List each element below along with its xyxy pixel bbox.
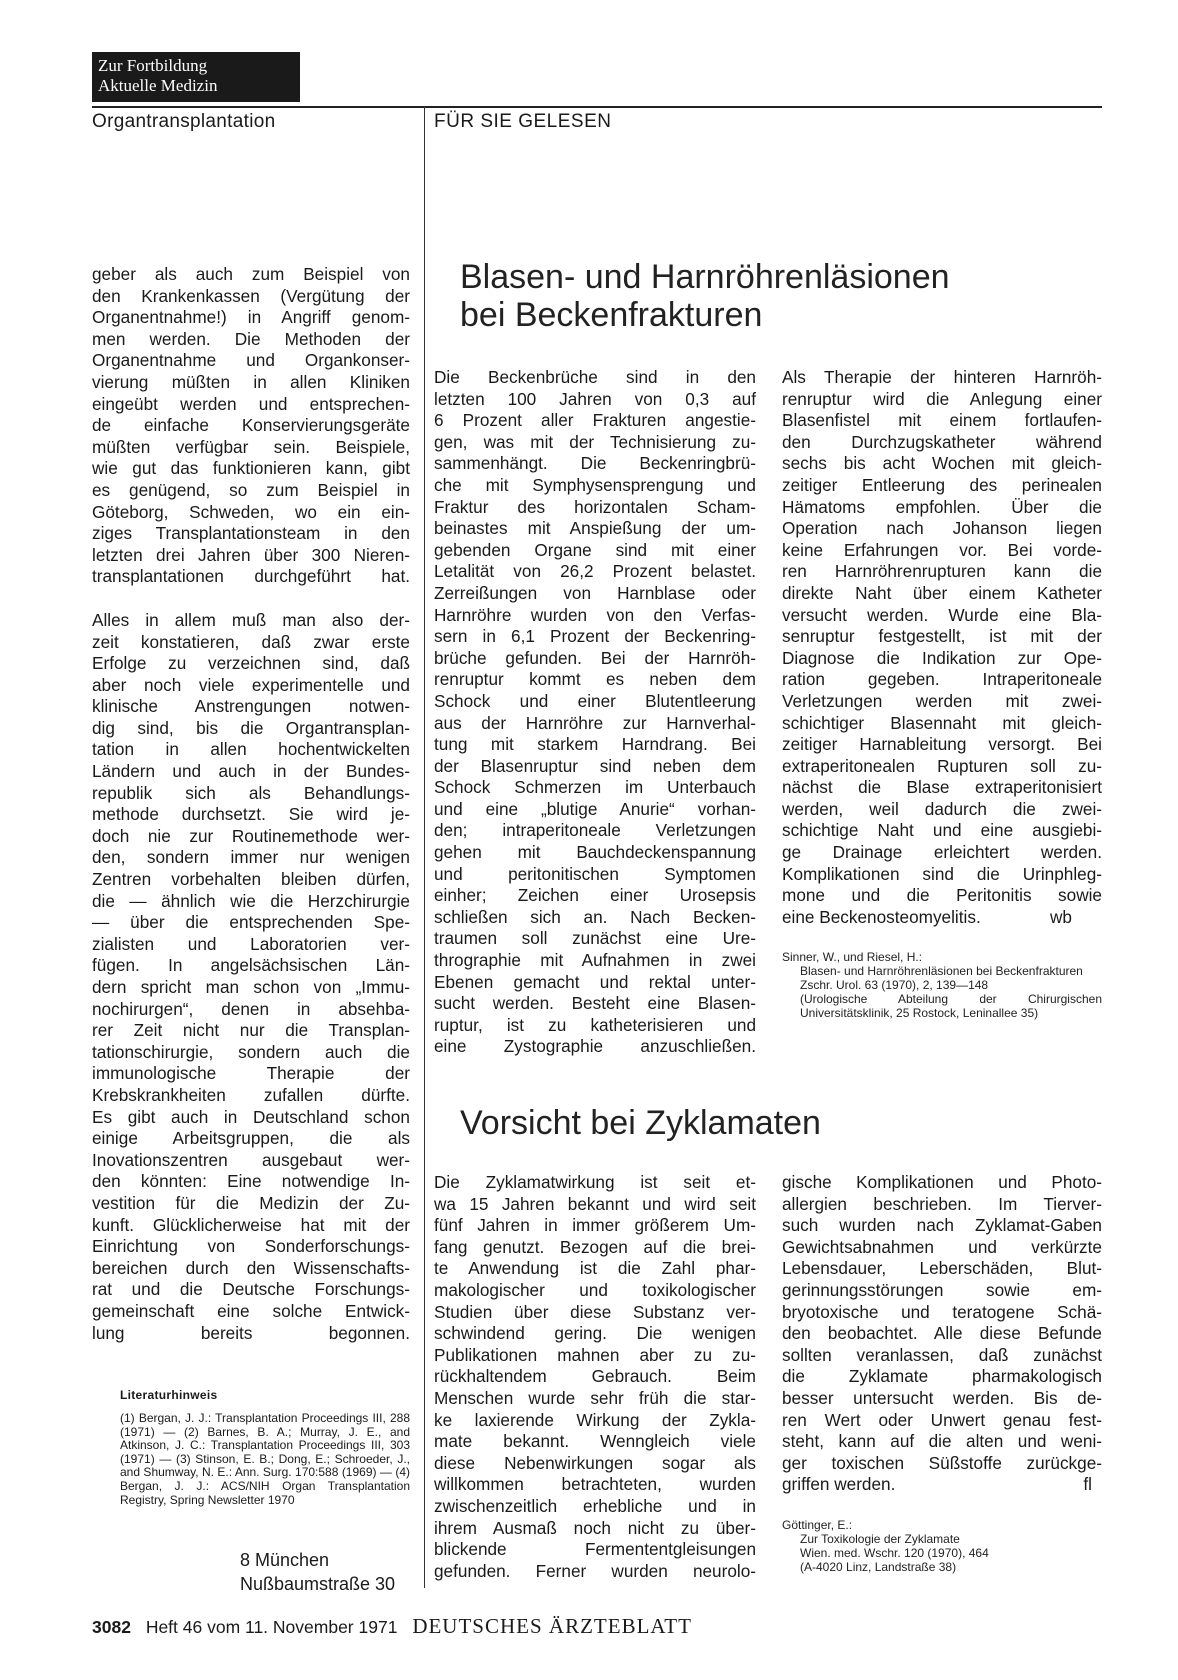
text-line: und peritonitischen Symptomen: [434, 863, 756, 884]
text-line: doch nie zur Routinemethode wer-: [92, 825, 410, 846]
text-line: steht, kann auf die alten und weni-: [782, 1431, 1102, 1452]
text-line: Komplikationen sind die Urinphleg-: [782, 863, 1102, 884]
page-number: 3082: [92, 1617, 131, 1637]
text-line: gerinnungsstörungen sowie em-: [782, 1279, 1102, 1300]
article2-reference: [782, 1518, 1102, 1574]
text-line: einher; Zeichen einer Urosepsis: [434, 885, 756, 906]
text-line: zeit konstatieren, daß zwar erste: [92, 631, 410, 652]
article1-last-line: [782, 907, 1102, 929]
text-line: kunft. Glücklicherweise hat mit der: [92, 1214, 410, 1235]
text-line: schichtige Naht und eine ausgiebi-: [782, 820, 1102, 841]
text-line: ke laxierende Wirkung der Zykla-: [434, 1409, 756, 1430]
article2-body-2: [782, 1172, 1102, 1474]
text-line: such wurden nach Zyklamat-Gaben: [782, 1215, 1102, 1236]
journal-name: DEUTSCHES ÄRZTEBLATT: [412, 1614, 692, 1638]
text-line: tung mit starkem Harndrang. Bei: [434, 734, 756, 755]
text-line: ge Drainage erleichtert werden.: [782, 842, 1102, 863]
text-line: bereichen durch den Wissenschafts-: [92, 1257, 410, 1278]
text-line: fügen. In angelsächsischen Län-: [92, 955, 410, 976]
article1-ref-address: (Urologische Abteilung der Chirurgischen Universitätsklinik, 25 Rostock, Leninallee 35): [800, 992, 1102, 1021]
text-line: Göteborg, Schweden, wo ein ein-: [92, 501, 410, 522]
text-line: ren Harnröhrenrupturen kann die: [782, 561, 1102, 582]
text-line: den, sondern immer nur wenigen: [92, 847, 410, 868]
text-line: Hämatoms empfohlen. Über die: [782, 496, 1102, 517]
text-line: ren Wert oder Unwert genau fest-: [782, 1409, 1102, 1430]
address-line-2: Nußbaumstraße 30: [240, 1574, 396, 1594]
text-line: schwindend gering. Die wenigen: [434, 1323, 756, 1344]
text-line: den; intraperitoneale Verletzungen: [434, 820, 756, 841]
article1-ref-authors: Sinner, W., und Riesel, H.:: [782, 950, 923, 965]
text-line: gehen mit Bauchdeckenspannung: [434, 842, 756, 863]
article2-ref-title: Zur Toxikologie der Zyklamate: [800, 1531, 960, 1546]
text-line: werden, weil dadurch die zwei-: [782, 798, 1102, 819]
article2-column-2: [782, 1172, 1102, 1574]
article1-title-line-2: bei Beckenfrakturen: [460, 296, 763, 334]
literature-heading: Literaturhinweis: [120, 1388, 218, 1402]
article2-column-1: [434, 1172, 756, 1582]
text-line: methode durchsetzt. Sie wird je-: [92, 804, 410, 825]
text-line: klinische Anstrengungen notwen-: [92, 696, 410, 717]
text-line: brüche gefunden. Bei der Harnröh-: [434, 647, 756, 668]
text-line: Krebskrankheiten zufallen dürfte.: [92, 1084, 410, 1105]
rubric-box: [92, 52, 300, 102]
text-line: sechs bis acht Wochen mit gleich-: [782, 453, 1102, 474]
article1-body-2: [782, 367, 1102, 907]
article1-body-1: [434, 367, 756, 1058]
text-line: zeitiger Harnableitung versorgt. Bei: [782, 734, 1102, 755]
text-line: einige Arbeitsgruppen, die als: [92, 1128, 410, 1149]
rubric-line-2: Aktuelle Medizin: [98, 76, 218, 95]
issue-info: Heft 46 vom 11. November 1971: [145, 1617, 398, 1637]
article2-closing-text: griffen werden.: [782, 1474, 896, 1495]
text-line: zeitiger Entleerung des perinealen: [782, 474, 1102, 495]
text-line: Einrichtung von Sonderforschungs-: [92, 1236, 410, 1257]
text-line: Ebenen gemacht und rektal unter-: [434, 971, 756, 992]
section-title-left: Organtransplantation: [92, 111, 276, 132]
text-line: müßten verfügbar sein. Beispiele,: [92, 436, 410, 457]
text-line: Blasenfistel mit einem fortlaufen-: [782, 410, 1102, 431]
article2-headline: Vorsicht bei Zyklamaten: [460, 1104, 821, 1142]
article1-reference: [782, 950, 1102, 1020]
text-line: wa 15 Jahren bekannt und wird seit: [434, 1193, 756, 1214]
text-line: willkommen betrachteten, wurden: [434, 1474, 756, 1495]
text-line: die — ähnlich wie die Herzchirurgie: [92, 890, 410, 911]
left-paragraph-2: [92, 610, 410, 1344]
text-line: und eine „blutige Anurie“ vorhan-: [434, 798, 756, 819]
text-line: eine Zystographie anzuschließen.: [434, 1036, 756, 1057]
text-line: es genügend, so zum Beispiel in: [92, 479, 410, 500]
left-column: [92, 264, 410, 1344]
text-line: Letalität von 26,2 Prozent belastet.: [434, 561, 756, 582]
text-line: Die Zyklamatwirkung ist seit et-: [434, 1172, 756, 1192]
text-line: den beobachtet. Alle diese Befunde: [782, 1323, 1102, 1344]
article1-signature: wb: [1050, 906, 1072, 927]
text-line: Zentren vorbehalten bleiben dürfen,: [92, 869, 410, 890]
text-line: vierung müßten in allen Kliniken: [92, 371, 410, 392]
text-line: Alles in allem muß man also der-: [92, 609, 410, 630]
text-line: Inovationszentren ausgebaut wer-: [92, 1149, 410, 1170]
page-footer: [92, 1614, 692, 1639]
text-line: makologischer und toxikologischer: [434, 1279, 756, 1300]
article2-ref-authors: Göttinger, E.:: [782, 1517, 853, 1532]
text-line: dern spricht man schon von „Immu-: [92, 977, 410, 997]
text-line: — über die entsprechenden Spe-: [92, 912, 410, 933]
text-line: sern in 6,1 Prozent der Beckenring-: [434, 626, 756, 647]
text-line: den Durchzugskatheter während: [782, 431, 1102, 452]
article2-ref-journal: Wien. med. Wschr. 120 (1970), 464: [800, 1545, 989, 1560]
article1-title-line-1: Blasen- und Harnröhrenläsionen: [460, 258, 950, 296]
text-line: transplantationen durchgeführt hat.: [92, 566, 410, 587]
text-line: eingeübt werden und entsprechen-: [92, 393, 410, 414]
text-line: den könnten: Eine notwendige In-: [92, 1171, 410, 1192]
text-line: beinastes mit Anspießung der um-: [434, 518, 756, 539]
text-line: letzten 100 Jahren von 0,3 auf: [434, 388, 756, 409]
text-line: gefunden. Ferner wurden neurolo-: [434, 1560, 756, 1581]
text-line: Ländern und auch in der Bundes-: [92, 761, 410, 782]
article2-body-1: [434, 1172, 756, 1582]
text-line: Publikationen mahnen aber zu zu-: [434, 1344, 756, 1365]
text-line: gen, was mit der Technisierung zu-: [434, 431, 756, 452]
text-line: letzten drei Jahren über 300 Nieren-: [92, 544, 410, 565]
header-rule: [92, 106, 1102, 108]
article1-column-2: [782, 367, 1102, 1020]
text-line: sammenhängt. Die Beckenringbrü-: [434, 453, 756, 474]
column-divider: [424, 106, 425, 1588]
section-title-right: FÜR SIE GELESEN: [434, 111, 612, 132]
text-line: ger toxischen Süßstoffe zurückge-: [782, 1452, 1102, 1473]
text-line: mate bekannt. Wenngleich viele: [434, 1431, 756, 1452]
text-line: fang genutzt. Bezogen auf die brei-: [434, 1236, 756, 1257]
text-line: Studien über diese Substanz ver-: [434, 1301, 756, 1322]
text-line: rat und die Deutsche Forschungs-: [92, 1279, 410, 1300]
text-line: tation in allen hochentwickelten: [92, 739, 410, 760]
text-line: diese Nebenwirkungen sogar als: [434, 1452, 756, 1473]
text-line: 6 Prozent aller Frakturen angestie-: [434, 410, 756, 431]
text-line: Erfolge zu verzeichnen sind, daß: [92, 653, 410, 674]
text-line: fünf Jahren in immer größerem Um-: [434, 1215, 756, 1236]
article1-headline: [460, 258, 1080, 334]
text-line: Harnröhre wurden von den Verfas-: [434, 604, 756, 625]
text-line: zialisten und Laboratorien ver-: [92, 933, 410, 954]
article1-ref-journal: Zschr. Urol. 63 (1970), 2, 139—148: [800, 978, 989, 993]
text-line: sucht werden. Besteht eine Blasen-: [434, 993, 756, 1014]
text-line: gische Komplikationen und Photo-: [782, 1172, 1102, 1192]
text-line: Schock Schmerzen im Unterbauch: [434, 777, 756, 798]
article2-last-line: [782, 1474, 1102, 1496]
author-address: [240, 1548, 395, 1596]
text-line: allergien beschrieben. Im Tierver-: [782, 1193, 1102, 1214]
text-line: Als Therapie der hinteren Harnröh-: [782, 367, 1102, 387]
text-line: Organentnahme!) in Angriff genom-: [92, 307, 410, 328]
text-line: renruptur kommt es neben dem: [434, 669, 756, 690]
article1-closing-text: eine Beckenosteomyelitis.: [782, 906, 981, 927]
article1-ref-title: Blasen- und Harnröhrenläsionen bei Beckenfrakturen: [800, 964, 1083, 979]
text-line: ration gegeben. Intraperitoneale: [782, 669, 1102, 690]
text-line: zwischenzeitlich erhebliche und in: [434, 1495, 756, 1516]
text-line: direkte Naht über einem Katheter: [782, 582, 1102, 603]
text-line: Verletzungen werden mit zwei-: [782, 690, 1102, 711]
text-line: schichtiger Blasennaht mit gleich-: [782, 712, 1102, 733]
text-line: che mit Symphysensprengung und: [434, 474, 756, 495]
text-line: rer Zeit nicht nur die Transplan-: [92, 1020, 410, 1041]
text-line: lung bereits begonnen.: [92, 1322, 410, 1343]
literature-text: (1) Bergan, J. J.: Transplantation Proceedings III, 288 (1971) — (2) Barnes, B. A.; Murray, J. E., and Atkinson, J. C.: Transplantation Proceedings III, 303 (1971) — (3) Stinson, E. B.; Dong, E.; Schroeder, J., and Shumway, N. E.: Ann. Surg. 170:588 (1969) — (4) Bergan, J. J.: ACS/NIH Organ Transplantation Registry, Spring Newsletter 1970: [120, 1411, 410, 1507]
text-line: Es gibt auch in Deutschland schon: [92, 1106, 410, 1127]
text-line: versucht werden. Wurde eine Bla-: [782, 604, 1102, 625]
text-line: Die Beckenbrüche sind in den: [434, 367, 756, 387]
text-line: extraperitonealen Rupturen soll zu-: [782, 755, 1102, 776]
text-line: aus der Harnröhre zur Harnverhal-: [434, 712, 756, 733]
text-line: aber noch viele experimentelle und: [92, 674, 410, 695]
text-line: Schock und einer Blutentleerung: [434, 690, 756, 711]
text-line: schließen sich an. Nach Becken-: [434, 906, 756, 927]
text-line: ihrem Ausmaß noch nicht zu über-: [434, 1517, 756, 1538]
address-line-1: 8 München: [240, 1550, 330, 1570]
text-line: blickende Fermententgleisungen: [434, 1539, 756, 1560]
article1-column-1: [434, 367, 756, 1058]
text-line: mone und die Peritonitis sowie: [782, 885, 1102, 906]
text-line: Menschen wurde sehr früh die star-: [434, 1387, 756, 1408]
text-line: die Zyklamate pharmakologisch: [782, 1366, 1102, 1387]
text-line: den Krankenkassen (Vergütung der: [92, 285, 410, 306]
text-line: te Anwendung ist die Zahl phar-: [434, 1258, 756, 1279]
text-line: Fraktur des horizontalen Scham-: [434, 496, 756, 517]
text-line: Operation nach Johanson liegen: [782, 518, 1102, 539]
text-line: tationschirurgie, sondern auch die: [92, 1041, 410, 1062]
text-line: vestition für die Medizin der Zu-: [92, 1192, 410, 1213]
text-line: sollten veranlassen, daß zunächst: [782, 1344, 1102, 1365]
text-line: immunologische Therapie der: [92, 1063, 410, 1084]
text-line: thrographie mit Aufnahmen in zwei: [434, 950, 756, 971]
left-paragraph-1: [92, 264, 410, 588]
text-line: republik sich als Behandlungs-: [92, 782, 410, 803]
text-line: Gewichtsabnahmen und verkürzte: [782, 1236, 1102, 1257]
text-line: gemeinschaft eine solche Entwick-: [92, 1300, 410, 1321]
text-line: keine Erfahrungen vor. Bei vorde-: [782, 539, 1102, 560]
rubric-line-1: Zur Fortbildung: [98, 56, 208, 75]
article2-ref-address: (A-4020 Linz, Landstraße 38): [800, 1559, 957, 1574]
text-line: geber als auch zum Beispiel von: [92, 264, 410, 284]
text-line: nächst die Blase extraperitonisiert: [782, 777, 1102, 798]
text-line: gebenden Organe sind mit einer: [434, 539, 756, 560]
text-line: ziges Transplantationsteam in den: [92, 523, 410, 544]
text-line: men werden. Die Methoden der: [92, 328, 410, 349]
text-line: Organentnahme und Organkonser-: [92, 350, 410, 371]
text-line: Lebensdauer, Leberschäden, Blut-: [782, 1258, 1102, 1279]
text-line: senruptur festgestellt, ist mit der: [782, 626, 1102, 647]
text-line: renruptur wird die Anlegung einer: [782, 388, 1102, 409]
text-line: wie gut das funktionieren kann, gibt: [92, 458, 410, 479]
text-line: dig sind, bis die Organtransplan-: [92, 717, 410, 738]
text-line: besser untersucht werden. Bis de-: [782, 1387, 1102, 1408]
text-line: traumen soll zunächst eine Ure-: [434, 928, 756, 949]
text-line: rückhaltendem Gebrauch. Beim: [434, 1366, 756, 1387]
text-line: nochirurgen“, denen in absehba-: [92, 998, 410, 1019]
article2-signature: fl: [1083, 1474, 1092, 1495]
text-line: Diagnose die Indikation zur Ope-: [782, 647, 1102, 668]
text-line: de einfache Konservierungsgeräte: [92, 415, 410, 436]
text-line: der Blasenruptur sind neben dem: [434, 755, 756, 776]
text-line: bryotoxische und teratogene Schä-: [782, 1301, 1102, 1322]
text-line: ruptur, ist zu katheterisieren und: [434, 1014, 756, 1035]
text-line: Zerreißungen von Harnblase oder: [434, 582, 756, 603]
